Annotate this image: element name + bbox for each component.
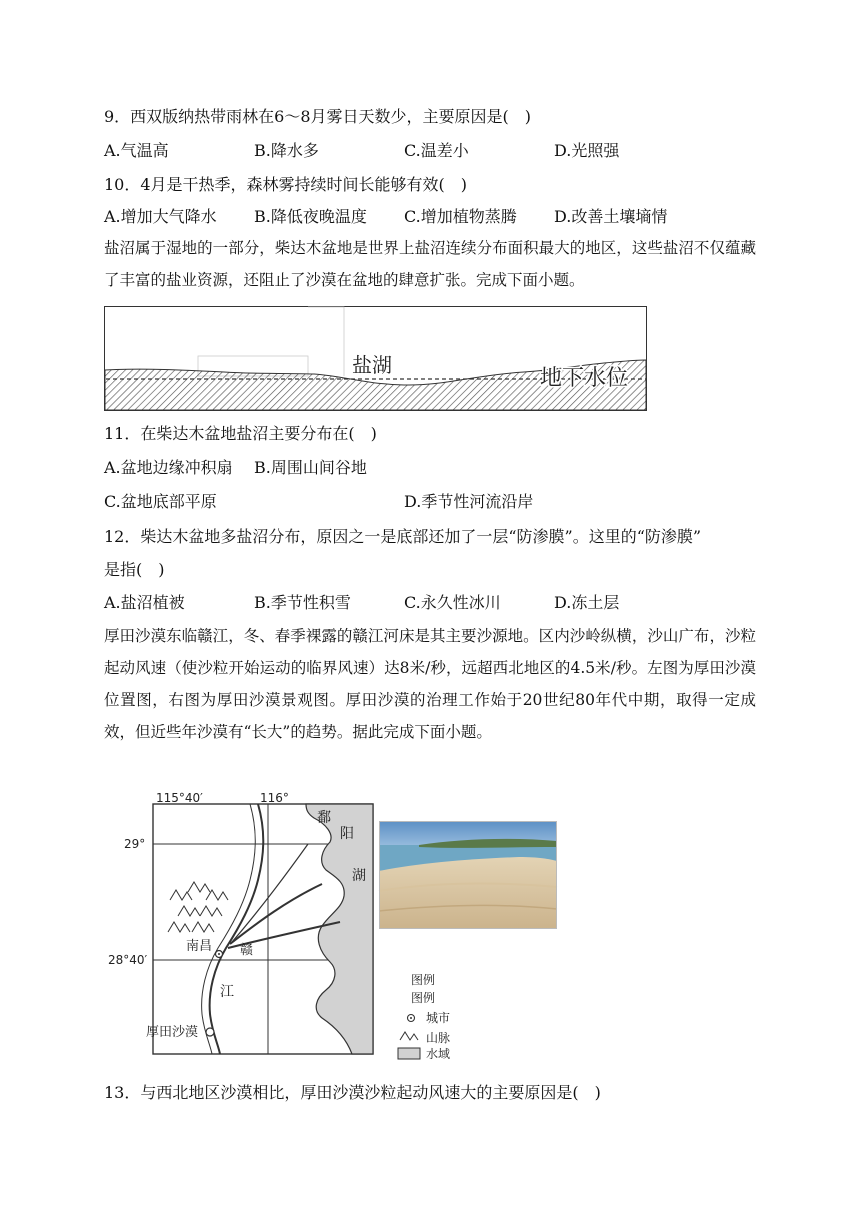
q10-option-d: D.改善土壤墒情 [554,207,668,226]
q11-option-d: D.季节性河流沿岸 [404,492,534,511]
q9-option-b: B.降水多 [254,141,319,160]
legend-title-text: 图例 [411,991,436,1005]
longitude-label-2: 116° [260,791,289,805]
landscape-photo-svg [379,821,557,929]
legend-city-label: 城市 [426,1011,451,1025]
houtian-marker [206,1028,214,1036]
latitude-label-2: 28°40′ [108,953,148,967]
q12-option-c: C.永久性冰川 [404,593,501,612]
salt-lake-profile-svg [104,306,648,412]
salt-lake-profile-figure [104,306,648,412]
houtian-landscape-photo [379,821,557,929]
map-legend [390,990,480,1060]
question-12-stem-line1: 12．柴达木盆地多盐沼分布，原因之一是底部还加了一层“防渗膜”。这里的“防渗膜” [104,527,702,546]
question-11-stem: 11．在柴达木盆地盐沼主要分布在( ) [104,424,377,443]
legend-water-icon [398,1048,420,1059]
houtian-location-map [108,791,436,1062]
groundwater-label: 地下水位 [540,366,629,391]
question-13-stem: 13．与西北地区沙漠相比，厚田沙漠沙粒起动风速大的主要原因是( ) [104,1083,601,1102]
q11-option-b: B.周围山间谷地 [254,458,367,477]
gan-label: 赣 [240,943,254,958]
question-9-stem: 9．西双版纳热带雨林在6～8月雾日天数少，主要原因是( ) [104,107,532,126]
legend-water-label: 水域 [426,1047,451,1061]
q12-option-d: D.冻土层 [554,593,620,612]
passage-houtian-desert: 厚田沙漠东临赣江，冬、春季裸露的赣江河床是其主要沙源地。区内沙岭纵横，沙山广布，沙粒起动风速（使沙粒开始运动的临界风速）达8米/秒，远超西北地区的4.5米/秒。左图为厚田沙漠位置图，右图为厚田沙漠景观图。厚田沙漠的治理工作始于20世纪80年代中期，取得一定成效，但近些年沙漠有“长大”的趋势。据此完成下面小题。 [104,627,756,741]
q10-option-c: C.增加植物蒸腾 [404,207,517,226]
longitude-label-1: 115°40′ [156,791,203,805]
houtian-label: 厚田沙漠 [146,1025,199,1040]
poyang-label-yang: 阳 [340,826,354,842]
sand-dune [379,857,557,929]
q9-option-d: D.光照强 [554,141,620,160]
q11-option-a: A.盆地边缘冲积扇 [104,458,233,477]
salt-lake-label: 盐湖 [352,353,392,377]
legend-mountain-label: 山脉 [426,1031,451,1045]
latitude-label-1: 29° [124,837,146,851]
jiang-label: 江 [220,984,234,1000]
q12-option-a: A.盐沼植被 [104,593,185,612]
legend-mountain-icon [400,1032,418,1040]
legend-title: 图例 [411,973,436,987]
question-10-stem: 10．4月是干热季，森林雾持续时间长能够有效( ) [104,175,468,194]
nanchang-label: 南昌 [186,939,213,954]
poyang-label-hu: 湖 [352,868,366,884]
q9-option-a: A.气温高 [104,141,169,160]
poyang-label-po: 鄱 [317,810,331,826]
question-12-stem-line2: 是指( ) [104,560,165,579]
q10-option-b: B.降低夜晚温度 [254,207,367,226]
q11-option-c: C.盆地底部平原 [104,492,217,511]
q12-option-b: B.季节性积雪 [254,593,351,612]
q10-option-a: A.增加大气降水 [104,207,217,226]
q9-option-c: C.温差小 [404,141,469,160]
location-map-svg [108,791,436,1062]
passage-salt-marsh: 盐沼属于湿地的一部分，柴达木盆地是世界上盐沼连续分布面积最大的地区，这些盐沼不仅蕴藏了丰富的盐业资源，还阻止了沙漠在盆地的肆意扩张。完成下面小题。 [104,239,756,289]
